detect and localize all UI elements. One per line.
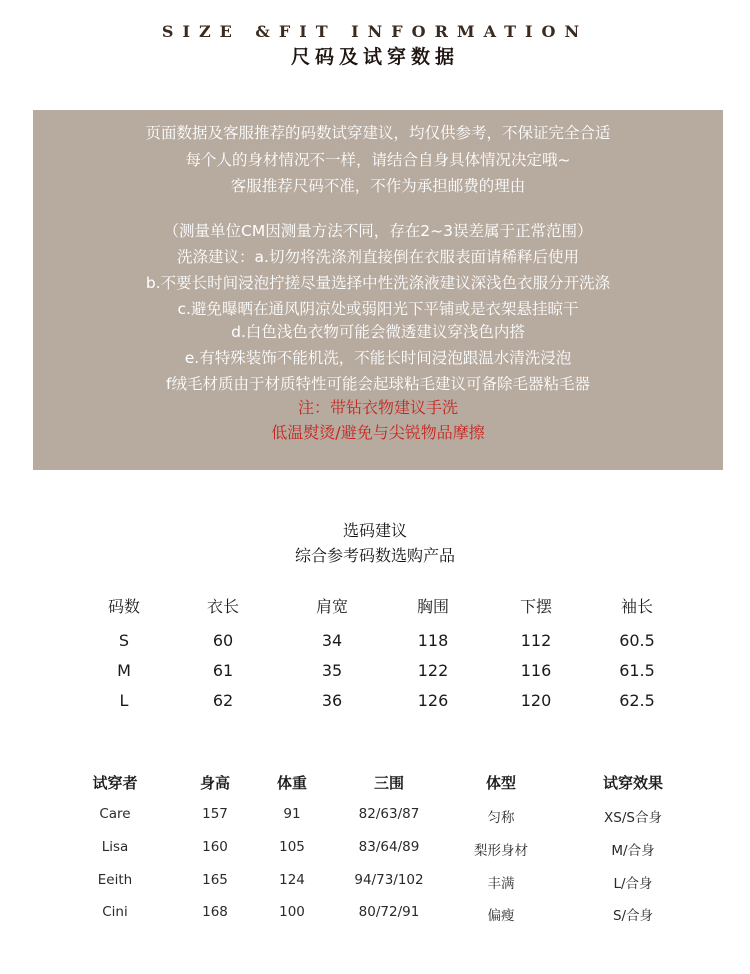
fit-row-3-weight: 124 [279,872,305,888]
fit-row-3-tester: Eeith [97,872,133,888]
fit-row-2-weight: 105 [279,839,305,855]
size-row-s-length: 60 [212,631,234,650]
fit-row-4-height: 168 [202,904,228,920]
notice-line-6: b.不要长时间浸泡拧搓尽量选择中性洗涤液建议深浅色衣服分开洗涤 [145,274,611,292]
size-row-s-shoulder: 34 [321,631,343,650]
notice-line-1: 页面数据及客服推荐的码数试穿建议，均仅供参考，不保证完全合适 [145,124,611,142]
header-title-cn: 尺码及试穿数据 [290,46,459,68]
fit-header-body-type: 体型 [485,774,516,792]
fit-header-weight: 体重 [276,774,307,792]
size-row-l-shoulder: 36 [321,691,343,710]
fit-row-4-body-type: 偏瘦 [487,908,515,924]
fit-row-4-measurements: 80/72/91 [358,904,420,920]
fit-header-tester: 试穿者 [92,774,138,792]
fit-row-2-measurements: 83/64/89 [358,839,420,855]
size-row-s-size: S [118,631,130,650]
fit-row-3-result: L/合身 [613,876,653,892]
fit-header-measurements: 三围 [373,774,404,792]
notice-line-3: 客服推荐尺码不准，不作为承担邮费的理由 [230,177,526,195]
fit-row-4-tester: Cini [102,904,128,920]
size-header-hem: 下摆 [519,597,552,616]
size-row-l-hem: 120 [520,691,552,710]
fit-header-result: 试穿效果 [602,774,663,792]
size-row-s-hem: 112 [520,631,552,650]
warning-line-2: 低温熨烫/避免与尖锐物品摩擦 [271,423,485,442]
size-header-shoulder: 肩宽 [315,597,348,616]
notice-line-2: 每个人的身材情况不一样，请结合自身具体情况决定哦~ [185,151,571,169]
fit-row-1-weight: 91 [283,806,301,822]
fit-row-2-height: 160 [202,839,228,855]
fit-row-1-result: XS/S合身 [604,810,662,826]
size-header-chest: 胸围 [416,597,449,616]
fit-row-2-tester: Lisa [101,839,129,855]
fit-header-height: 身高 [199,774,230,792]
fit-row-3-height: 165 [202,872,228,888]
notice-line-4: （测量单位CM因测量方法不同，存在2~3误差属于正常范围） [163,222,593,240]
fit-row-1-measurements: 82/63/87 [358,806,420,822]
recommendation-subtitle: 综合参考码数选购产品 [294,546,455,565]
size-header-sleeve: 袖长 [620,597,653,616]
fit-row-1-body-type: 匀称 [487,810,515,826]
size-row-m-shoulder: 35 [321,661,343,680]
header-title-en: SIZE &FIT INFORMATION [161,22,589,41]
size-row-l-sleeve: 62.5 [619,691,655,710]
fit-row-2-body-type: 梨形身材 [474,843,528,859]
notice-line-9: e.有特殊装饰不能机洗，不能长时间浸泡跟温水清洗浸泡 [184,349,572,367]
size-row-s-sleeve: 60.5 [619,631,655,650]
size-header-size: 码数 [107,597,140,616]
notice-panel [33,110,723,470]
notice-line-5: 洗涤建议：a.切勿将洗涤剂直接倒在衣服表面请稀释后使用 [177,248,579,266]
fit-row-3-measurements: 94/73/102 [354,872,424,888]
fit-row-2-result: M/合身 [611,843,655,859]
warning-line-1: 注：带钻衣物建议手洗 [297,398,458,417]
fit-row-1-height: 157 [202,806,228,822]
fit-row-3-body-type: 丰满 [487,876,515,892]
size-row-m-length: 61 [212,661,234,680]
size-row-l-size: L [119,691,129,710]
size-row-s-chest: 118 [417,631,449,650]
size-row-m-sleeve: 61.5 [619,661,655,680]
size-row-m-size: M [117,661,131,680]
notice-line-10: f绒毛材质由于材质特性可能会起球粘毛建议可备除毛器粘毛器 [166,375,590,393]
size-header-length: 衣长 [206,597,239,616]
recommendation-title: 选码建议 [342,521,407,540]
fit-row-4-weight: 100 [279,904,305,920]
size-row-m-hem: 116 [520,661,552,680]
notice-line-8: d.白色浅色衣物可能会微透建议穿浅色内搭 [231,323,525,341]
size-row-m-chest: 122 [417,661,449,680]
fit-row-1-tester: Care [99,806,131,822]
fit-row-4-result: S/合身 [612,908,654,924]
size-row-l-chest: 126 [417,691,449,710]
notice-line-7: c.避免曝晒在通风阴凉处或弱阳光下平铺或是衣架悬挂晾干 [177,300,579,318]
size-row-l-length: 62 [212,691,234,710]
